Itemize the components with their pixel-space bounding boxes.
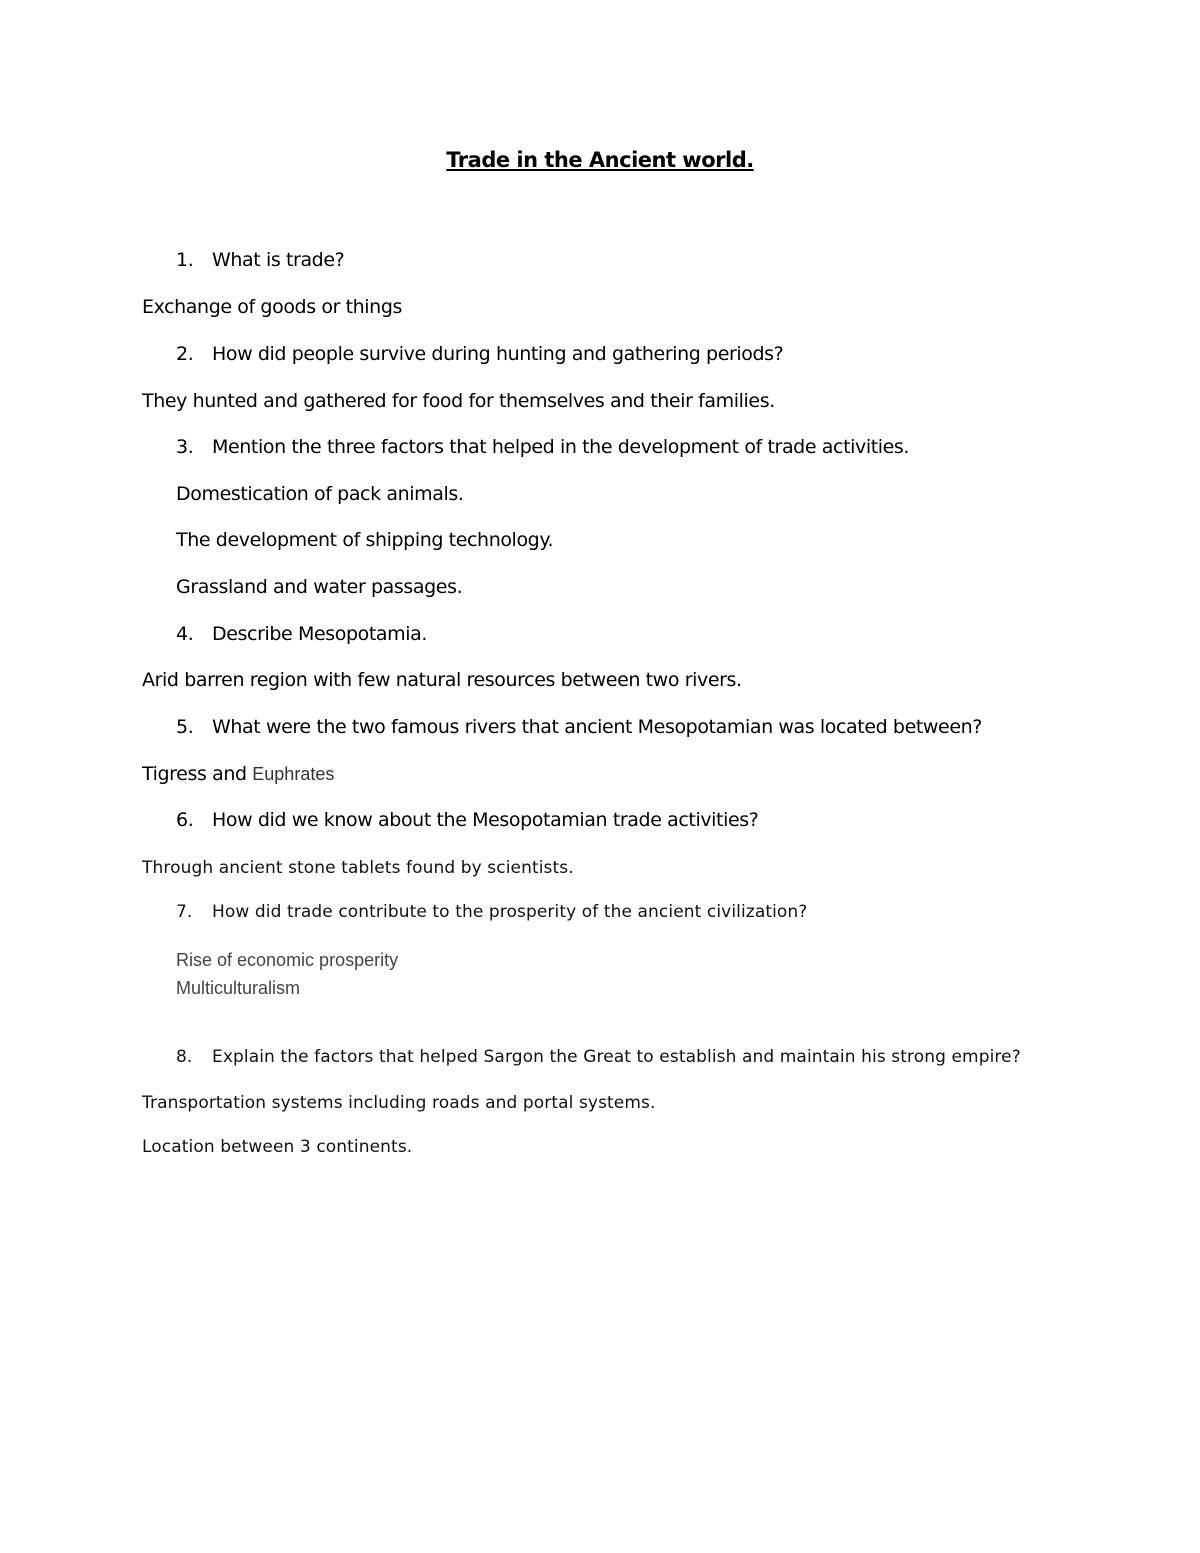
answer-2: They hunted and gathered for food for themselves and their families. — [142, 390, 775, 412]
answer-5-part1: Tigress and — [142, 763, 253, 785]
question-number: 5. — [176, 716, 194, 738]
question-text: Describe Mesopotamia. — [212, 623, 427, 645]
question-text: What were the two famous rivers that ancient Mesopotamian was located between? — [212, 716, 982, 738]
question-3 — [176, 435, 909, 459]
question-number: 2. — [176, 343, 194, 365]
question-number: 7. — [176, 902, 193, 922]
answer-8-item: Transportation systems including roads and portal systems. — [142, 1093, 656, 1113]
question-4 — [176, 622, 427, 646]
answer-4: Arid barren region with few natural resources between two rivers. — [142, 669, 742, 691]
answer-3-item: Domestication of pack animals. — [176, 483, 464, 505]
answer-1: Exchange of goods or things — [142, 296, 402, 318]
question-2 — [176, 342, 783, 366]
answer-6: Through ancient stone tablets found by scientists. — [142, 858, 574, 878]
question-text: How did trade contribute to the prosperity of the ancient civilization? — [212, 902, 808, 922]
question-text: Explain the factors that helped Sargon the Great to establish and maintain his strong empire? — [212, 1047, 1021, 1067]
answer-5-part2: Euphrates — [252, 764, 335, 784]
question-number: 3. — [176, 436, 194, 458]
question-1 — [176, 248, 344, 272]
question-7 — [176, 900, 807, 924]
answer-5 — [142, 762, 334, 786]
question-text: Mention the three factors that helped in the development of trade activities. — [212, 436, 910, 458]
question-text: How did people survive during hunting and gathering periods? — [212, 343, 784, 365]
answer-7-item: Multiculturalism — [176, 978, 301, 998]
question-6 — [176, 808, 758, 832]
answer-3-item: Grassland and water passages. — [176, 576, 463, 598]
question-number: 6. — [176, 809, 194, 831]
question-number: 1. — [176, 249, 194, 271]
question-5 — [176, 715, 982, 739]
question-8 — [176, 1045, 1021, 1069]
answer-3-item: The development of shipping technology. — [176, 529, 554, 551]
question-text: What is trade? — [212, 249, 345, 271]
question-number: 4. — [176, 623, 194, 645]
answer-8-item: Location between 3 continents. — [142, 1137, 413, 1157]
page-title: Trade in the Ancient world. — [446, 148, 754, 172]
question-number: 8. — [176, 1047, 193, 1067]
question-text: How did we know about the Mesopotamian trade activities? — [212, 809, 759, 831]
answer-7-item: Rise of economic prosperity — [176, 950, 399, 970]
